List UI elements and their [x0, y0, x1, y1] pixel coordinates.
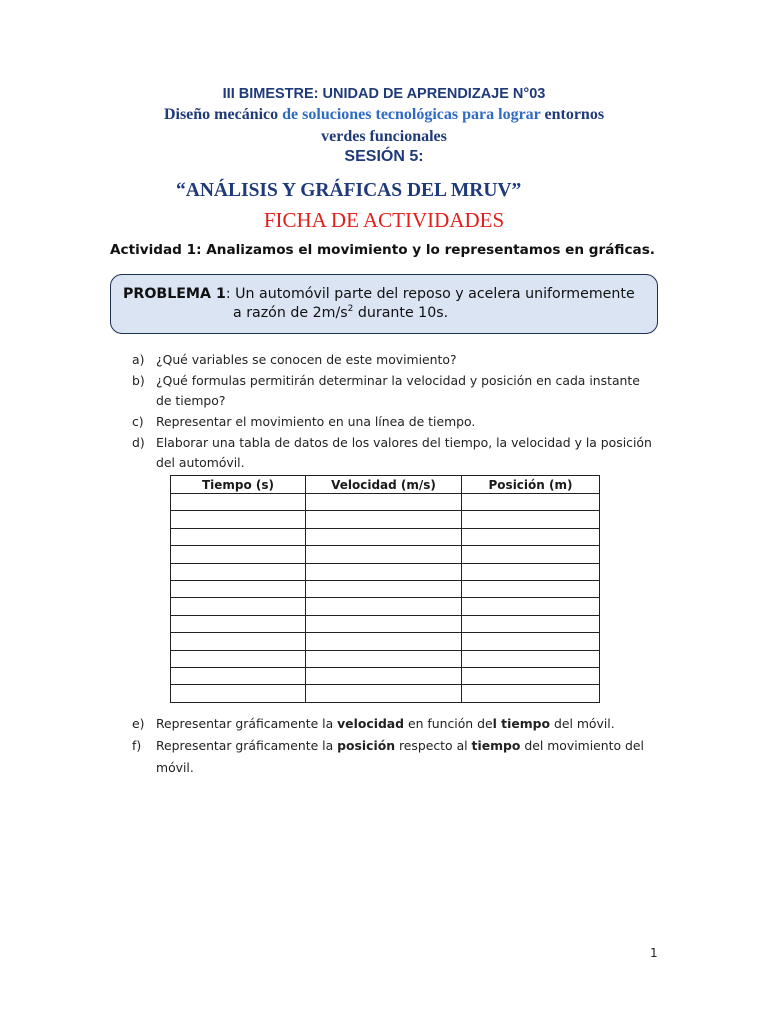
question-f-b1: posición [337, 738, 396, 753]
question-e-label: e) [132, 716, 145, 731]
table-row [171, 685, 600, 702]
table-cell[interactable] [306, 633, 462, 650]
table-row [171, 615, 600, 632]
data-table [170, 475, 600, 703]
table-row [171, 563, 600, 580]
table-cell[interactable] [306, 667, 462, 684]
table-cell[interactable] [171, 528, 306, 545]
question-c-label: c) [132, 414, 144, 429]
table-cell[interactable] [306, 685, 462, 702]
table-cell[interactable] [462, 685, 600, 702]
table-row [171, 494, 600, 511]
table-cell[interactable] [462, 650, 600, 667]
question-e-text [156, 716, 615, 731]
problem-superscript: 2 [347, 304, 354, 314]
problem-text2a: a razón de 2m/s [233, 305, 348, 321]
question-f-p1: Representar gráficamente la [156, 738, 338, 753]
question-c-text: Representar el movimiento en una línea de tiempo. [156, 414, 476, 429]
question-f-text1 [156, 738, 644, 753]
table-cell[interactable] [462, 598, 600, 615]
question-f-b2: tiempo [471, 738, 521, 753]
session-label: SESIÓN 5: [344, 148, 424, 165]
unit-subtitle-line2: verdes funcionales [321, 128, 447, 145]
table-cell[interactable] [171, 511, 306, 528]
table-cell[interactable] [306, 580, 462, 597]
problem-label: PROBLEMA 1 [123, 286, 226, 302]
worksheet-title: FICHA DE ACTIVIDADES [263, 208, 505, 232]
question-e-b1: velocidad [337, 716, 405, 731]
question-d-label: d) [132, 435, 145, 450]
unit-subtitle [0, 104, 768, 148]
problem-text2b: durante 10s. [353, 305, 449, 321]
unit-subtitle-part3: entornos [540, 106, 605, 123]
table-cell[interactable] [462, 580, 600, 597]
question-f-p3: del movimiento del [520, 738, 644, 753]
table-cell[interactable] [306, 494, 462, 511]
question-e-p3: del móvil. [550, 716, 615, 731]
table-cell[interactable] [306, 546, 462, 563]
question-a-text: ¿Qué variables se conocen de este movimiento? [156, 352, 457, 367]
table-cell[interactable] [462, 528, 600, 545]
problem-line2 [233, 304, 448, 321]
table-cell[interactable] [306, 528, 462, 545]
unit-heading: III BIMESTRE: UNIDAD DE APRENDIZAJE N°03 [222, 86, 546, 102]
table-cell[interactable] [306, 650, 462, 667]
unit-subtitle-part1: Diseño mecánico [163, 106, 283, 123]
table-cell[interactable] [306, 511, 462, 528]
activity-heading: Actividad 1: Analizamos el movimiento y lo representamos en gráficas. [110, 242, 655, 258]
table-cell[interactable] [171, 633, 306, 650]
question-d-text2: del automóvil. [156, 455, 245, 470]
table-cell[interactable] [171, 667, 306, 684]
table-cell[interactable] [462, 667, 600, 684]
table-cell[interactable] [306, 615, 462, 632]
table-row [171, 580, 600, 597]
question-e-p2: en función de [404, 716, 493, 731]
page-number: 1 [650, 946, 658, 960]
header-time: Tiempo (s) [171, 476, 306, 494]
header-velocity: Velocidad (m/s) [306, 476, 462, 494]
table-cell[interactable] [171, 685, 306, 702]
table-cell[interactable] [171, 546, 306, 563]
question-a-label: a) [132, 352, 145, 367]
table-cell[interactable] [171, 494, 306, 511]
table-cell[interactable] [462, 633, 600, 650]
table-cell[interactable] [171, 650, 306, 667]
table-cell[interactable] [462, 546, 600, 563]
table-row [171, 598, 600, 615]
table-cell[interactable] [306, 563, 462, 580]
table-row [171, 511, 600, 528]
question-f-label: f) [132, 738, 142, 753]
table-row [171, 546, 600, 563]
table-cell[interactable] [171, 615, 306, 632]
table-cell[interactable] [171, 563, 306, 580]
table-header-row [171, 476, 600, 494]
unit-subtitle-part2: de soluciones tecnológicas para lograr [282, 106, 541, 123]
table-cell[interactable] [462, 511, 600, 528]
table-row [171, 667, 600, 684]
question-e-p1: Representar gráficamente la [156, 716, 338, 731]
table-cell[interactable] [171, 580, 306, 597]
question-e-b2: l tiempo [492, 716, 551, 731]
table-row [171, 650, 600, 667]
question-f-text2: móvil. [156, 760, 194, 775]
question-f-p2: respecto al [395, 738, 472, 753]
table-row [171, 633, 600, 650]
table-cell[interactable] [306, 598, 462, 615]
header-position: Posición (m) [462, 476, 600, 494]
table-body [171, 494, 600, 703]
table-cell[interactable] [462, 563, 600, 580]
question-b-text1: ¿Qué formulas permitirán determinar la velocidad y posición en cada instante [156, 373, 640, 388]
session-title: “ANÁLISIS Y GRÁFICAS DEL MRUV” [176, 180, 522, 201]
table-cell[interactable] [171, 598, 306, 615]
problem-text1: : Un automóvil parte del reposo y acelera uniformemente [225, 286, 635, 302]
table-cell[interactable] [462, 494, 600, 511]
question-b-label: b) [132, 373, 145, 388]
question-d-text1: Elaborar una tabla de datos de los valores del tiempo, la velocidad y la posición [156, 435, 652, 450]
table-row [171, 528, 600, 545]
table-cell[interactable] [462, 615, 600, 632]
question-b-text2: de tiempo? [156, 393, 226, 408]
problem-line1 [123, 284, 635, 304]
